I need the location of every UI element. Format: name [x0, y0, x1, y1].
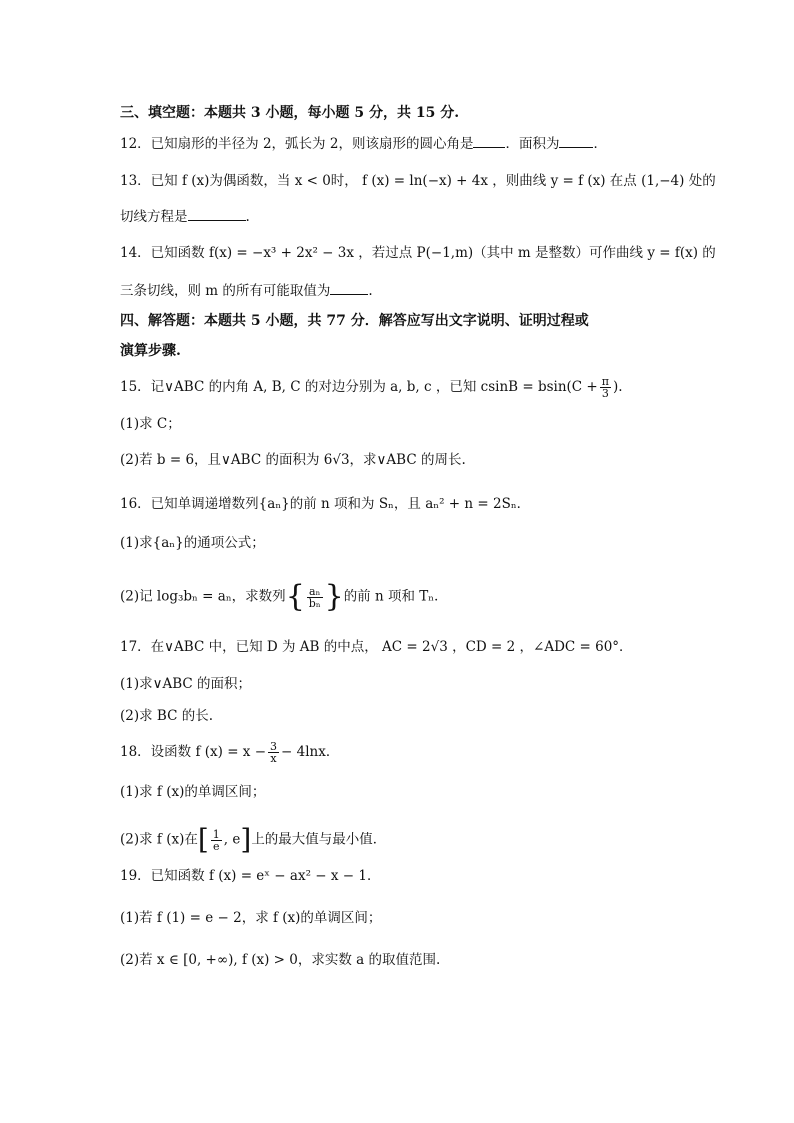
- q12-text-b: ．面积为: [505, 136, 560, 152]
- question-14-line-1: 14．已知函数 f(x) = −x³ + 2x² − 3x ，若过点 P(−1,m)（其中 m 是整数）可作曲线 y = f(x) 的: [120, 245, 716, 261]
- question-18-part-2: [120, 823, 684, 856]
- q12-text-a: 12．已知扇形的半径为 2，弧长为 2，则该扇形的圆心角是: [120, 136, 474, 152]
- q18-interval-numerator: 1: [212, 827, 220, 841]
- question-17-part-1: (1)求∨ABC 的面积；: [120, 676, 252, 692]
- q18-fraction-denominator: x: [270, 752, 277, 765]
- q18-interval-fraction: [211, 829, 222, 852]
- q13-text-c: .: [245, 209, 250, 225]
- question-18-part-1: (1)求 f (x)的单调区间；: [120, 784, 266, 800]
- q16-fraction-denominator: bₙ: [308, 596, 321, 610]
- question-16-part-1: (1)求{aₙ}的通项公式；: [120, 535, 265, 551]
- q18-interval-denominator: e: [213, 839, 220, 853]
- section-4-heading-line-2: 演算步骤.: [120, 343, 181, 359]
- question-13-line-2: [120, 206, 684, 227]
- q18-text-b: − 4lnx．: [281, 744, 340, 760]
- q15-fraction: [600, 376, 611, 399]
- q18-fraction-numerator: 3: [270, 740, 278, 753]
- q15-fraction-numerator: π: [601, 375, 609, 388]
- q15-text-a: 15．记∨ABC 的内角 A, B, C 的对边分别为 a, b, c ，已知 csinB = bsin(C +: [120, 379, 598, 395]
- q18-text-a: 18．设函数 f (x) = x −: [120, 744, 267, 760]
- section-3-heading: 三、填空题：本题共 3 小题，每小题 5 分，共 15 分.: [120, 105, 460, 121]
- question-19-part-1: (1)若 f (1) = e − 2，求 f (x)的单调区间；: [120, 910, 382, 926]
- q18-fraction: [268, 741, 279, 764]
- question-19-stem: 19．已知函数 f (x) = eˣ − ax² − x − 1．: [120, 868, 381, 884]
- q18-part2-text-b: 上的最大值与最小值．: [251, 831, 387, 848]
- q16-fraction: [307, 586, 323, 609]
- q16-fraction-numerator: aₙ: [307, 586, 323, 598]
- q16-part2-text-b: 的前 n 项和 Tₙ．: [343, 588, 448, 605]
- question-18-stem: [120, 741, 684, 764]
- q15-fraction-denominator: 3: [601, 387, 609, 400]
- question-16-stem: 16．已知单调递增数列{aₙ}的前 n 项和为 Sₙ，且 aₙ² + n = 2Sₙ．: [120, 496, 531, 512]
- question-16-part-2: [120, 579, 684, 614]
- q12-text-c: ．: [593, 136, 607, 152]
- question-12: [120, 133, 684, 154]
- q15-text-b: ).: [612, 379, 623, 395]
- q16-part2-text-a: (2)记 log₃bₙ = aₙ，求数列: [120, 588, 286, 605]
- right-bracket: ]: [240, 823, 252, 856]
- right-brace: }: [324, 579, 344, 614]
- q14-answer-blank[interactable]: [330, 280, 368, 295]
- q12-answer-blank-1[interactable]: [473, 133, 505, 148]
- q14-text-c: .: [368, 283, 373, 299]
- q14-text-b: 三条切线，则 m 的所有可能取值为: [120, 283, 331, 299]
- question-17-part-2: (2)求 BC 的长.: [120, 708, 213, 724]
- q18-part2-text-a: (2)求 f (x)在: [120, 831, 198, 848]
- left-brace: {: [285, 579, 305, 614]
- question-15-part-1: (1)求 C；: [120, 416, 181, 432]
- q18-interval-tail: , e: [223, 831, 241, 848]
- left-bracket: [: [197, 823, 209, 856]
- question-19-part-2: (2)若 x ∈ [0, +∞), f (x) > 0，求实数 a 的取值范围.: [120, 952, 441, 968]
- question-15-part-2: (2)若 b = 6，且∨ABC 的面积为 6√3，求∨ABC 的周长.: [120, 452, 466, 468]
- q13-text-b: 切线方程是: [120, 209, 188, 225]
- question-15-stem: [120, 376, 684, 399]
- question-14-line-2: [120, 280, 684, 301]
- q13-answer-blank[interactable]: [188, 206, 246, 221]
- question-13-line-1: 13．已知 f (x)为偶函数，当 x < 0时， f (x) = ln(−x) + 4x ，则曲线 y = f (x) 在点 (1,−4) 处的: [120, 173, 716, 189]
- question-17-stem: 17．在∨ABC 中，已知 D 为 AB 的中点， AC = 2√3 ，CD = 2 ，∠ADC = 60°．: [120, 639, 633, 655]
- q12-answer-blank-2[interactable]: [559, 133, 593, 148]
- section-4-heading-line-1: 四、解答题：本题共 5 小题，共 77 分．解答应写出文字说明、证明过程或: [120, 313, 589, 329]
